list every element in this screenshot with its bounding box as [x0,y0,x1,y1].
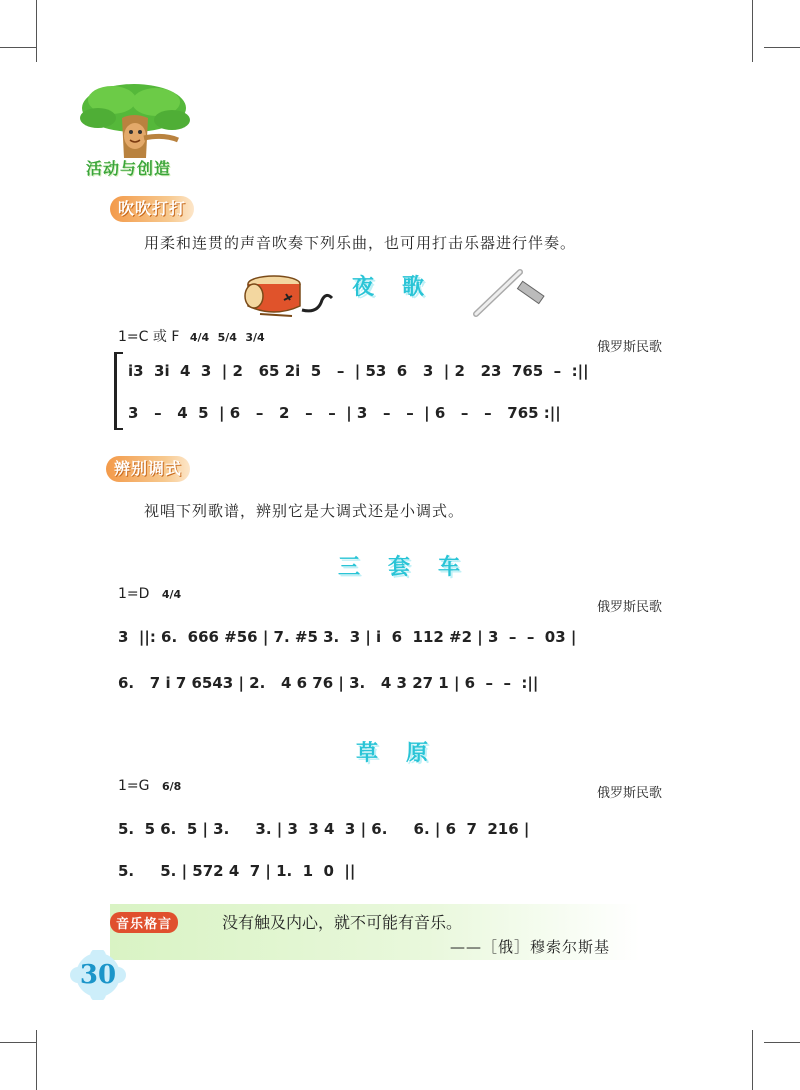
score-notes: 5. 5. | 572 4 7 | 1. 1 0 || [118,862,356,880]
crop-mark [752,1030,753,1090]
drum-icon [240,270,336,320]
song-origin: 俄罗斯民歌 [596,600,662,615]
score-notes: i3 3i 4 3 | 2 65 2i 5 – | 53 6 3 | 2 23 765 – :|| [128,362,589,380]
score-line [118,862,670,902]
time-signature: 6/8 [161,780,182,793]
crop-mark [752,0,753,62]
key-signature [118,778,181,794]
crop-mark [36,0,37,62]
key-text: 1=C 或 F [118,329,180,345]
page-number-badge [68,950,128,1000]
time-signature-1: 4/4 [189,331,210,344]
song-title-night-song: 夜歌 [352,274,453,300]
score-notes: 5. 5 6. 5 | 3. 3. | 3 3 4 3 | 6. 6. | 6 7 216 | [118,820,530,838]
score-line [128,404,680,444]
quote-badge: 音乐格言 [110,912,178,933]
score-line [118,674,670,714]
time-signature: 4/4 [161,588,182,601]
song-title-troika: 三套车 [338,554,489,580]
time-signature-3: 3/4 [245,331,265,344]
song-origin: 俄罗斯民歌 [596,340,662,355]
crop-mark [764,47,800,48]
score-notes: 3 – 4 5 | 6 – 2 – – | 3 – – | 6 – – 765 :|| [128,404,561,422]
key-signature [118,586,181,602]
song-origin: 俄罗斯民歌 [596,786,662,801]
crop-mark [0,47,36,48]
key-text: 1=G [118,778,150,794]
page-number: 30 [79,960,117,990]
tree-mascot-icon [78,78,190,164]
section-label-blow-beat: 吹吹打打 [110,196,194,222]
quote-text: 没有触及内心，就不可能有音乐。 [222,913,463,932]
song-title-grassland: 草原 [356,740,457,766]
score-brace [114,352,123,430]
score-line [128,362,680,402]
score-line [118,820,670,860]
crop-mark [764,1042,800,1043]
score-notes: 3 ||: 6. 666 #56 | 7. #5 3. 3 | i 6 112 #2 | 3 – – 03 | [118,628,577,646]
crop-mark [36,1030,37,1090]
instruction-text: 视唱下列歌谱，辨别它是大调式还是小调式。 [144,502,465,520]
quote-author: ——［俄］穆索尔斯基 [450,938,611,956]
activity-title: 活动与创造 [86,159,172,178]
score-line [118,628,670,668]
instruction-text: 用柔和连贯的声音吹奏下列乐曲，也可用打击乐器进行伴奏。 [144,234,577,252]
recorder-flute-icon [468,266,548,318]
crop-mark [0,1042,36,1043]
key-text: 1=D [118,586,150,602]
score-notes: 6. 7 i 7 6543 | 2. 4 6 76 | 3. 4 3 27 1 | 6 – – :|| [118,674,539,692]
key-signature [118,326,265,346]
time-signature-2: 5/4 [217,331,237,344]
section-label-mode: 辨别调式 [106,456,190,482]
